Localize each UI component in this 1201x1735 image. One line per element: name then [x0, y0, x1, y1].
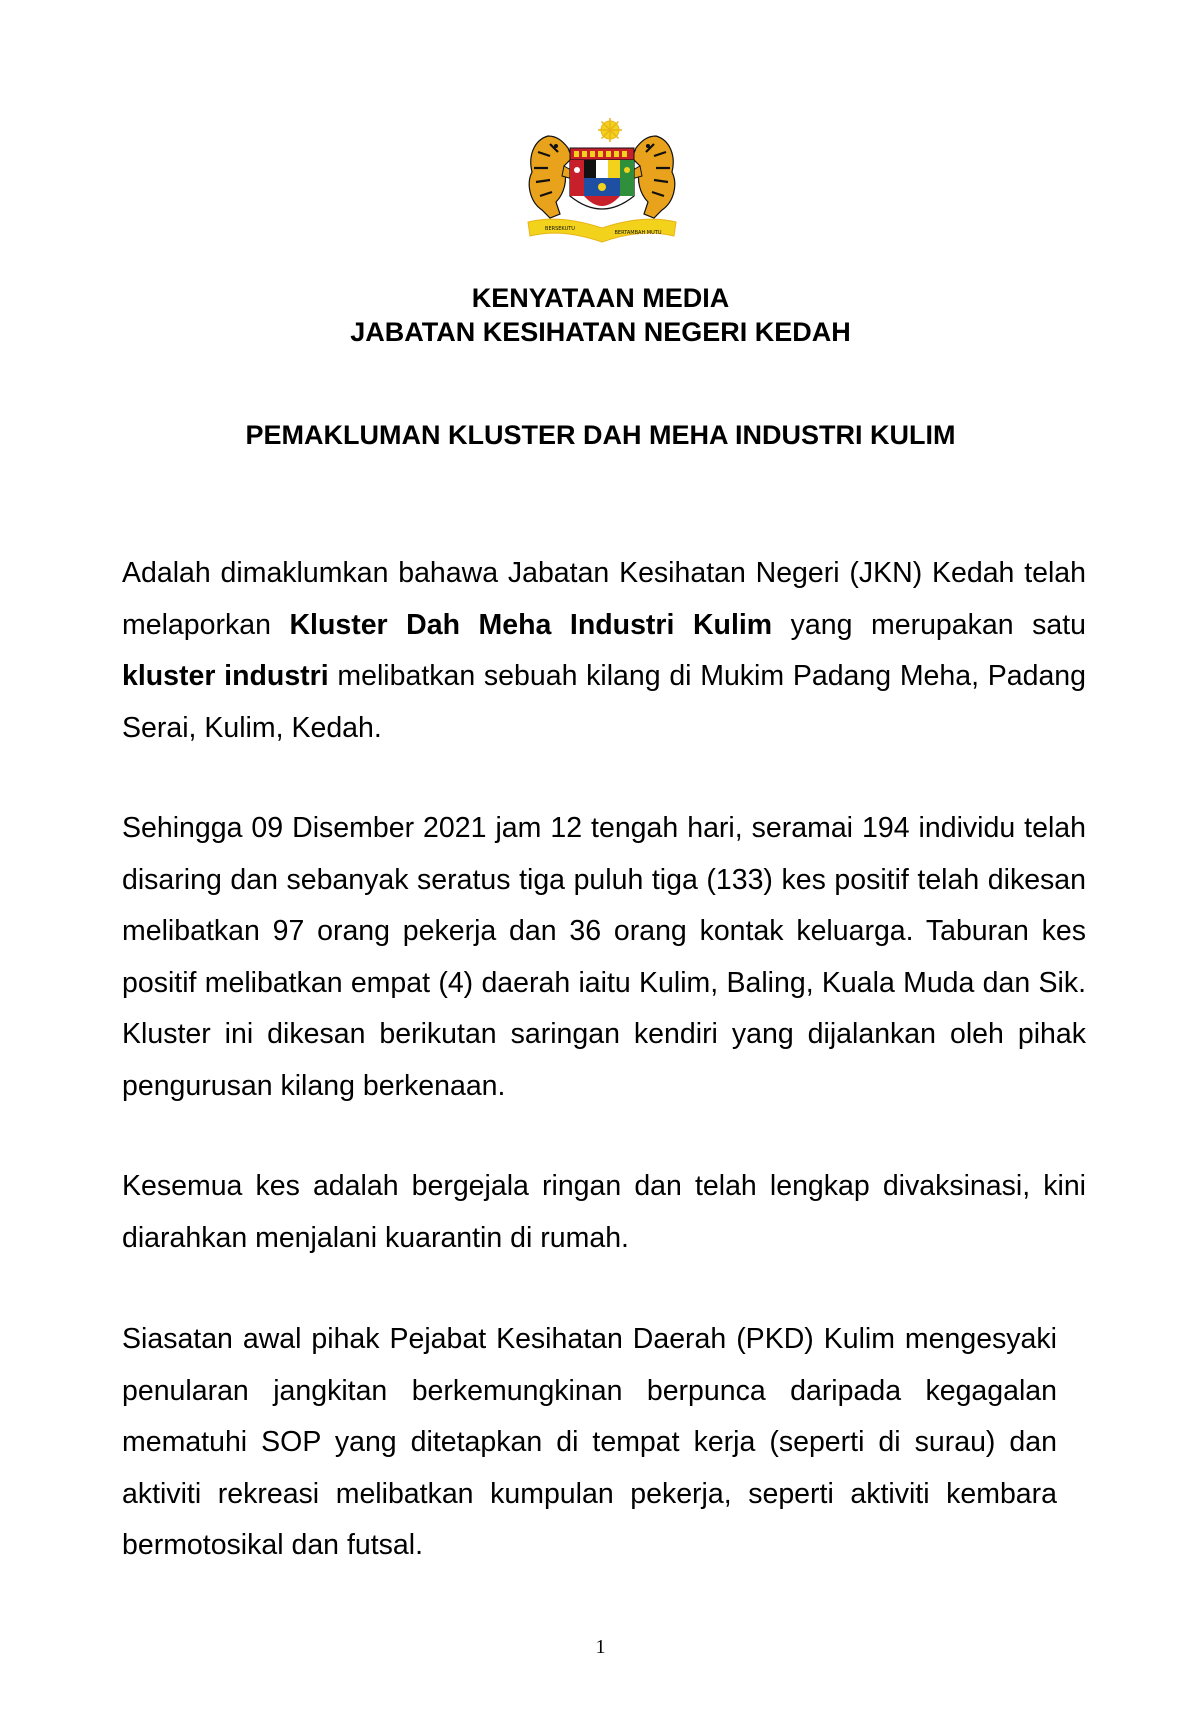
paragraph-case-status: Kesemua kes adalah bergejala ringan dan telah lengkap divaksinasi, kini diarahkan menjalani kuarantin di rumah.: [122, 1170, 1086, 1254]
paragraph-text: Adalah dimaklumkan bahawa Jabatan Kesihatan Negeri (JKN) Kedah telah melaporkan: [122, 557, 1086, 641]
motto-right-text: BERTAMBAH MUTU: [614, 230, 662, 236]
media-statement-heading: KENYATAAN MEDIA: [471, 283, 730, 313]
motto-scroll: [528, 219, 676, 242]
paragraph-announcement: [122, 548, 1086, 754]
paragraph-text: yang merupakan satu: [772, 608, 1086, 641]
motto-left-text: BERSEKUTU: [545, 226, 575, 232]
malaysia-coat-of-arms-icon: [520, 118, 684, 248]
paragraph-text: melibatkan sebuah kilang di Mukim Padang Meha, Padang Serai, Kulim, Kedah.: [122, 660, 1086, 744]
page-number: 1: [595, 1636, 606, 1658]
department-heading: JABATAN KESIHATAN NEGERI KEDAH: [350, 317, 851, 347]
cluster-type: kluster industri: [122, 660, 329, 692]
shield-icon: [570, 148, 634, 209]
document-title: PEMAKLUMAN KLUSTER DAH MEHA INDUSTRI KULIM: [245, 420, 956, 450]
paragraph-case-statistics: Sehingga 09 Disember 2021 jam 12 tengah hari, seramai 194 individu telah disaring dan sebanyak seratus tiga puluh tiga (133) kes positif telah dikesan melibatkan 97 orang pekerja dan 36 orang kontak keluarga. Taburan kes positif melibatkan empat (4) daerah iaitu Kulim, Baling, Kuala Muda dan Sik. Kluster ini dikesan berikutan saringan kendiri yang dijalankan oleh pihak pengurusan kilang berkenaan.: [122, 812, 1086, 1102]
cluster-name: Kluster Dah Meha Industri Kulim: [289, 608, 773, 641]
federal-star-icon: [598, 118, 622, 142]
paragraph-investigation: Siasatan awal pihak Pejabat Kesihatan Daerah (PKD) Kulim mengesyaki penularan jangkitan berkemungkinan berpunca daripada kegagalan mematuhi SOP yang ditetapkan di tempat kerja (seperti di surau) dan aktiviti rekreasi melibatkan kumpulan pekerja, seperti aktiviti kembara bermotosikal dan futsal.: [122, 1323, 1057, 1561]
